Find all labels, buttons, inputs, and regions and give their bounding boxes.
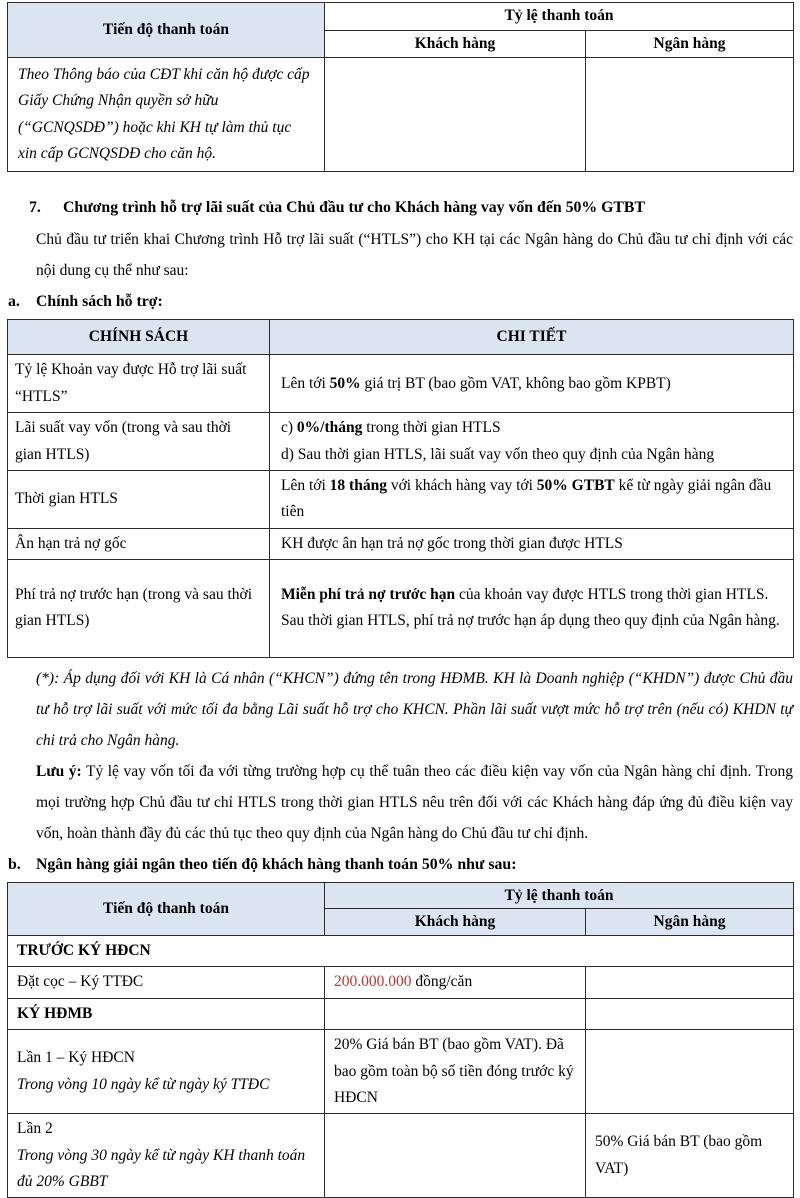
schedule-cell-dat-coc: Đặt cọc – Ký TTĐC [8, 967, 325, 998]
header-ty-le-thanh-toan: Tỷ lệ thanh toán [325, 883, 794, 909]
section-b-title: Ngân hàng giải ngân theo tiến độ khách hàng thanh toán 50% như sau: [36, 855, 517, 873]
header-ngan-hang: Ngân hàng [586, 31, 794, 58]
header-khach-hang: Khách hàng [325, 31, 586, 58]
detail-cell-ty-le-khoan-vay: Lên tới 50% giá trị BT (bao gồm VAT, không bao gồm KPBT) [270, 355, 794, 413]
header-chinh-sach: CHÍNH SÁCH [8, 320, 270, 355]
policy-cell-thoi-gian-htls: Thời gian HTLS [8, 470, 270, 528]
disbursement-table [7, 882, 794, 1198]
header-tien-do-thanh-toan: Tiến độ thanh toán [8, 883, 325, 936]
bank-cell-ky-hdmb [586, 998, 794, 1029]
customer-cell-ky-hdmb [325, 998, 586, 1029]
schedule-cell-gcnqsdd: Theo Thông báo của CĐT khi căn hộ được cấp Giấy Chứng Nhận quyền sở hữu (“GCNQSDĐ”) hoặc khi KH tự làm thủ tục xin cấp GCNQSDĐ cho căn hộ. [8, 58, 325, 172]
section-7-intro: Chủ đầu tư triển khai Chương trình Hỗ trợ lãi suất (“HTLS”) cho KH tại các Ngân hàng do Chủ đầu tư chỉ định với các nội dung cụ thể như sau: [36, 230, 793, 279]
customer-cell-empty [325, 58, 586, 172]
detail-cell-phi-tra-no: Miễn phí trả nợ trước hạn của khoản vay được HTLS trong thời gian HTLS. Sau thời gian HTLS, phí trả nợ trước hạn áp dụng theo quy định của Ngân hàng. [270, 559, 794, 657]
policy-table [7, 319, 794, 658]
section-row-ky-hdmb: KÝ HĐMB [8, 998, 325, 1029]
payment-table-continued [7, 2, 794, 172]
bank-cell-empty [586, 58, 794, 172]
bank-cell-dat-coc [586, 967, 794, 998]
footnote-khcn-khdn: (*): Áp dụng đối với KH là Cá nhân (“KHCN”) đứng tên trong HĐMB. KH là Doanh nghiệp (“KHDN”) được Chủ đầu tư hỗ trợ lãi suất với mức tối đa bằng Lãi suất hỗ trợ cho KHCN. Phần lãi suất vượt mức hỗ trợ trên (nếu có) KHDN tự chi trả cho Ngân hàng. [36, 669, 793, 749]
header-ngan-hang: Ngân hàng [586, 909, 794, 936]
policy-cell-an-han: Ân hạn trả nợ gốc [8, 528, 270, 559]
section-b-heading [8, 850, 793, 879]
luu-y-note: Lưu ý: Tỷ lệ vay vốn tối đa với từng trường hợp cụ thể tuân theo các điều kiện vay vốn của Ngân hàng chỉ định. Trong mọi trường hợp Chủ đầu tư chỉ HTLS trong thời gian HTLS nêu trên đối với các Khách hàng đáp ứng đủ điều kiện vay vốn, hoàn thành đầy đủ các thủ tục theo quy định của Ngân hàng do Chủ đầu tư chỉ định. [36, 762, 793, 842]
header-ty-le-thanh-toan: Tỷ lệ thanh toán [325, 3, 794, 31]
schedule-cell-lan-1: Lần 1 – Ký HĐCN Trong vòng 10 ngày kể từ ngày ký TTĐC [8, 1030, 325, 1114]
bank-cell-lan-2: 50% Giá bán BT (bao gồm VAT) [586, 1114, 794, 1198]
section-7-title: Chương trình hỗ trợ lãi suất của Chủ đầu tư cho Khách hàng vay vốn đến 50% GTBT [63, 199, 646, 217]
section-7-heading [29, 192, 793, 224]
section-a-heading [8, 287, 793, 316]
policy-cell-lai-suat: Lãi suất vay vốn (trong và sau thời gian HTLS) [8, 413, 270, 471]
detail-cell-lai-suat: c) 0%/tháng trong thời gian HTLS d) Sau thời gian HTLS, lãi suất vay vốn theo quy định của Ngân hàng [270, 413, 794, 471]
section-a-label: a. [8, 292, 20, 310]
header-chi-tiet: CHI TIẾT [270, 320, 794, 355]
policy-cell-ty-le-khoan-vay: Tỷ lệ Khoản vay được Hỗ trợ lãi suất “HTLS” [8, 355, 270, 413]
bank-cell-lan-1 [586, 1030, 794, 1114]
customer-cell-lan-1: 20% Giá bán BT (bao gồm VAT). Đã bao gồm toàn bộ số tiền đóng trước ký HĐCN [325, 1030, 586, 1114]
customer-cell-dat-coc: 200.000.000 đồng/căn [325, 967, 586, 998]
section-row-truoc-ky-hdcn: TRƯỚC KÝ HĐCN [8, 936, 794, 967]
policy-cell-phi-tra-no: Phí trả nợ trước hạn (trong và sau thời gian HTLS) [8, 559, 270, 657]
section-7-number: 7. [29, 199, 41, 217]
header-tien-do-thanh-toan: Tiến độ thanh toán [8, 3, 325, 58]
detail-cell-an-han: KH được ân hạn trả nợ gốc trong thời gian được HTLS [270, 528, 794, 559]
schedule-cell-lan-2: Lần 2 Trong vòng 30 ngày kể từ ngày KH thanh toán đủ 20% GBBT [8, 1114, 325, 1198]
section-b-label: b. [8, 855, 21, 873]
notes-block [7, 663, 793, 849]
section-a-title: Chính sách hỗ trợ: [36, 292, 163, 310]
detail-cell-thoi-gian-htls: Lên tới 18 tháng với khách hàng vay tới 50% GTBT kể từ ngày giải ngân đầu tiên [270, 470, 794, 528]
customer-cell-lan-2 [325, 1114, 586, 1198]
header-khach-hang: Khách hàng [325, 909, 586, 936]
